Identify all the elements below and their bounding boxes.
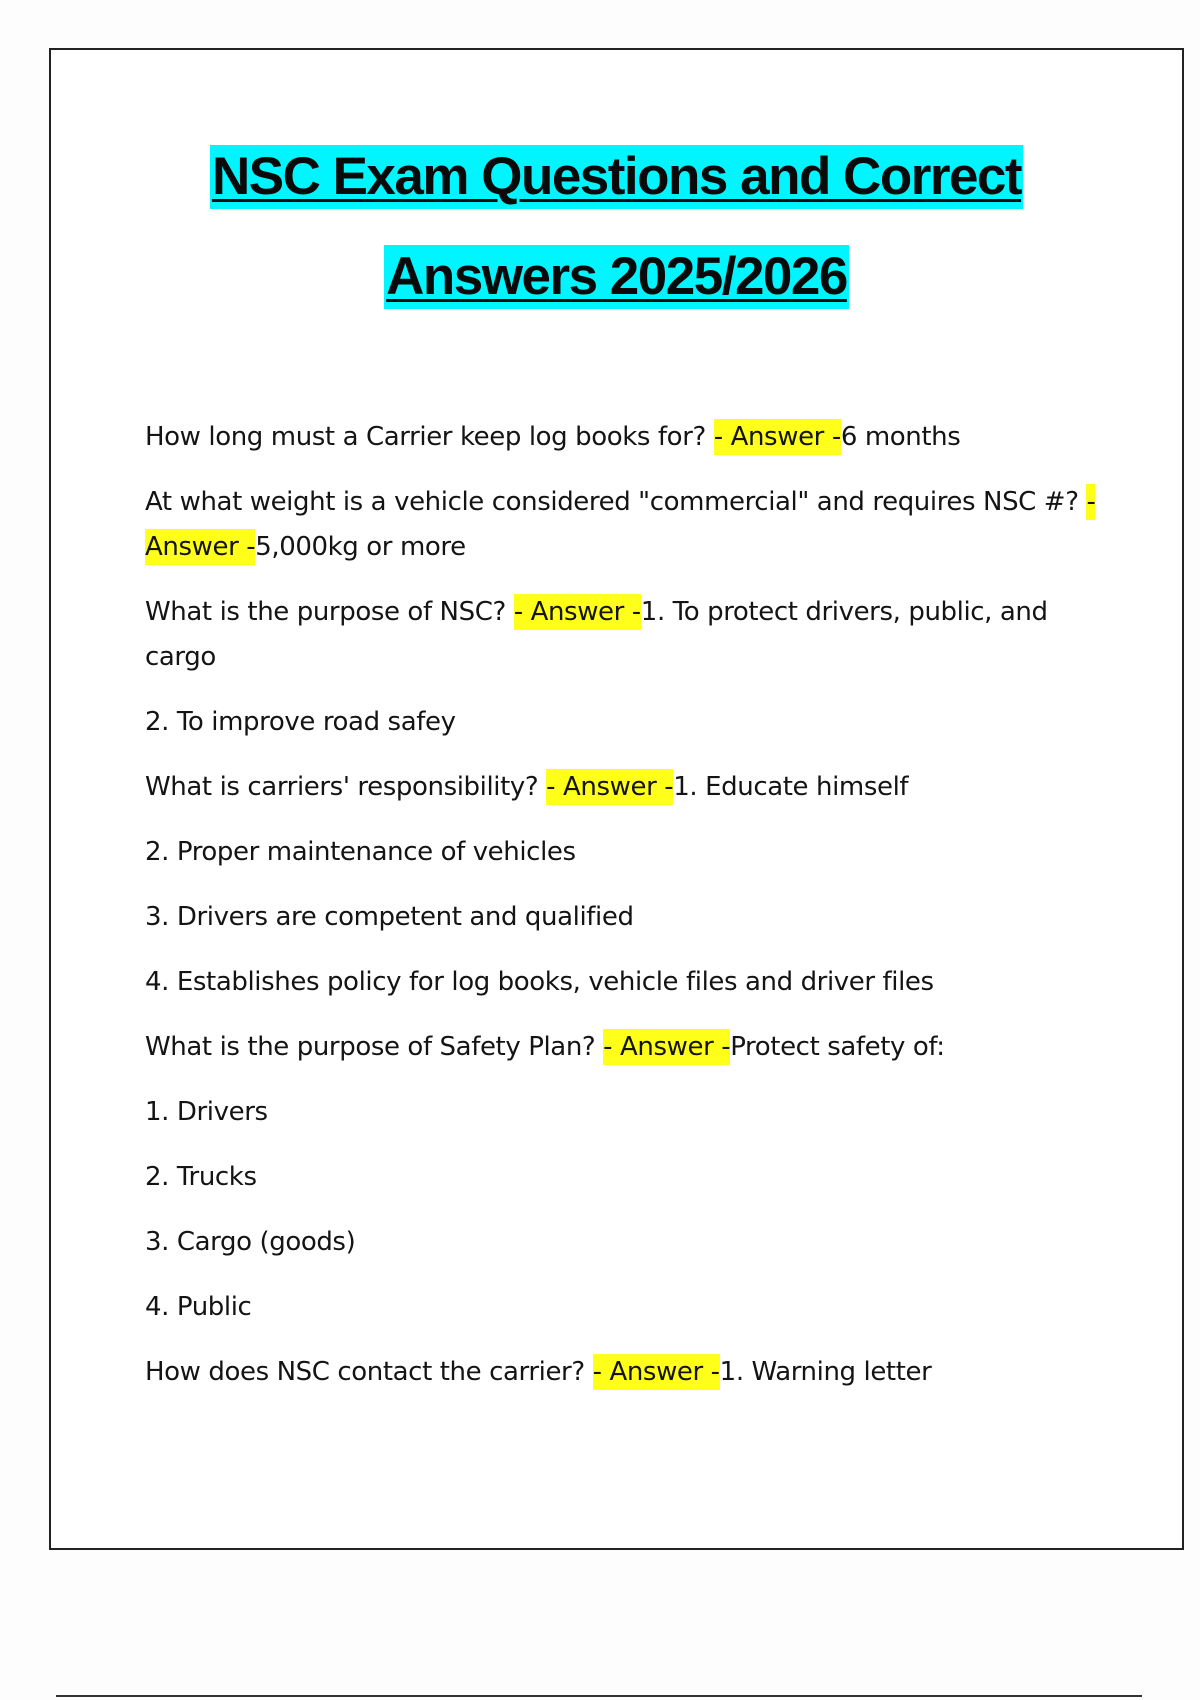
qa-content (145, 415, 1105, 1415)
answer-text: 6 months (840, 422, 961, 452)
list-item: 3. Cargo (goods) (145, 1227, 356, 1257)
qa-item (145, 480, 1105, 570)
answer-text: 1. To protect drivers, public, and cargo (145, 597, 1048, 672)
answer-marker: - Answer - (603, 1029, 730, 1065)
answer-marker: - Answer - (714, 419, 841, 455)
question-text: How long must a Carrier keep log books for? (145, 422, 714, 452)
answer-marker: - Answer - (514, 594, 641, 630)
list-item: 2. Trucks (145, 1162, 257, 1192)
qa-item (145, 415, 1105, 460)
question-text: How does NSC contact the carrier? (145, 1357, 593, 1387)
answer-marker: - Answer - (593, 1354, 720, 1390)
question-text: What is the purpose of Safety Plan? (145, 1032, 604, 1062)
title-line-1: NSC Exam Questions and Correct (210, 145, 1023, 209)
qa-item (145, 765, 1105, 810)
answer-text: 5,000kg or more (255, 532, 466, 562)
list-item: 1. Drivers (145, 1097, 268, 1127)
page-frame (49, 48, 1184, 1550)
footer-divider (56, 1695, 1142, 1697)
document-title (51, 145, 1182, 309)
list-item: 2. To improve road safey (145, 707, 456, 737)
list-item: 4. Establishes policy for log books, vehicle files and driver files (145, 967, 934, 997)
answer-text: Protect safety of: (730, 1032, 945, 1062)
answer-text: 1. Warning letter (719, 1357, 932, 1387)
answer-text: 1. Educate himself (673, 772, 909, 802)
question-text: At what weight is a vehicle considered "commercial" and requires NSC #? (145, 487, 1087, 517)
question-text: What is carriers' responsibility? (145, 772, 547, 802)
answer-marker: - Answer - (546, 769, 673, 805)
answer-marker: - Answer - (145, 484, 1095, 565)
qa-item (145, 1025, 1105, 1070)
list-item: 3. Drivers are competent and qualified (145, 902, 634, 932)
list-item: 2. Proper maintenance of vehicles (145, 837, 576, 867)
title-line-2: Answers 2025/2026 (384, 245, 849, 309)
question-text: What is the purpose of NSC? (145, 597, 514, 627)
qa-item (145, 590, 1105, 680)
list-item: 4. Public (145, 1292, 252, 1322)
qa-item (145, 1350, 1105, 1395)
